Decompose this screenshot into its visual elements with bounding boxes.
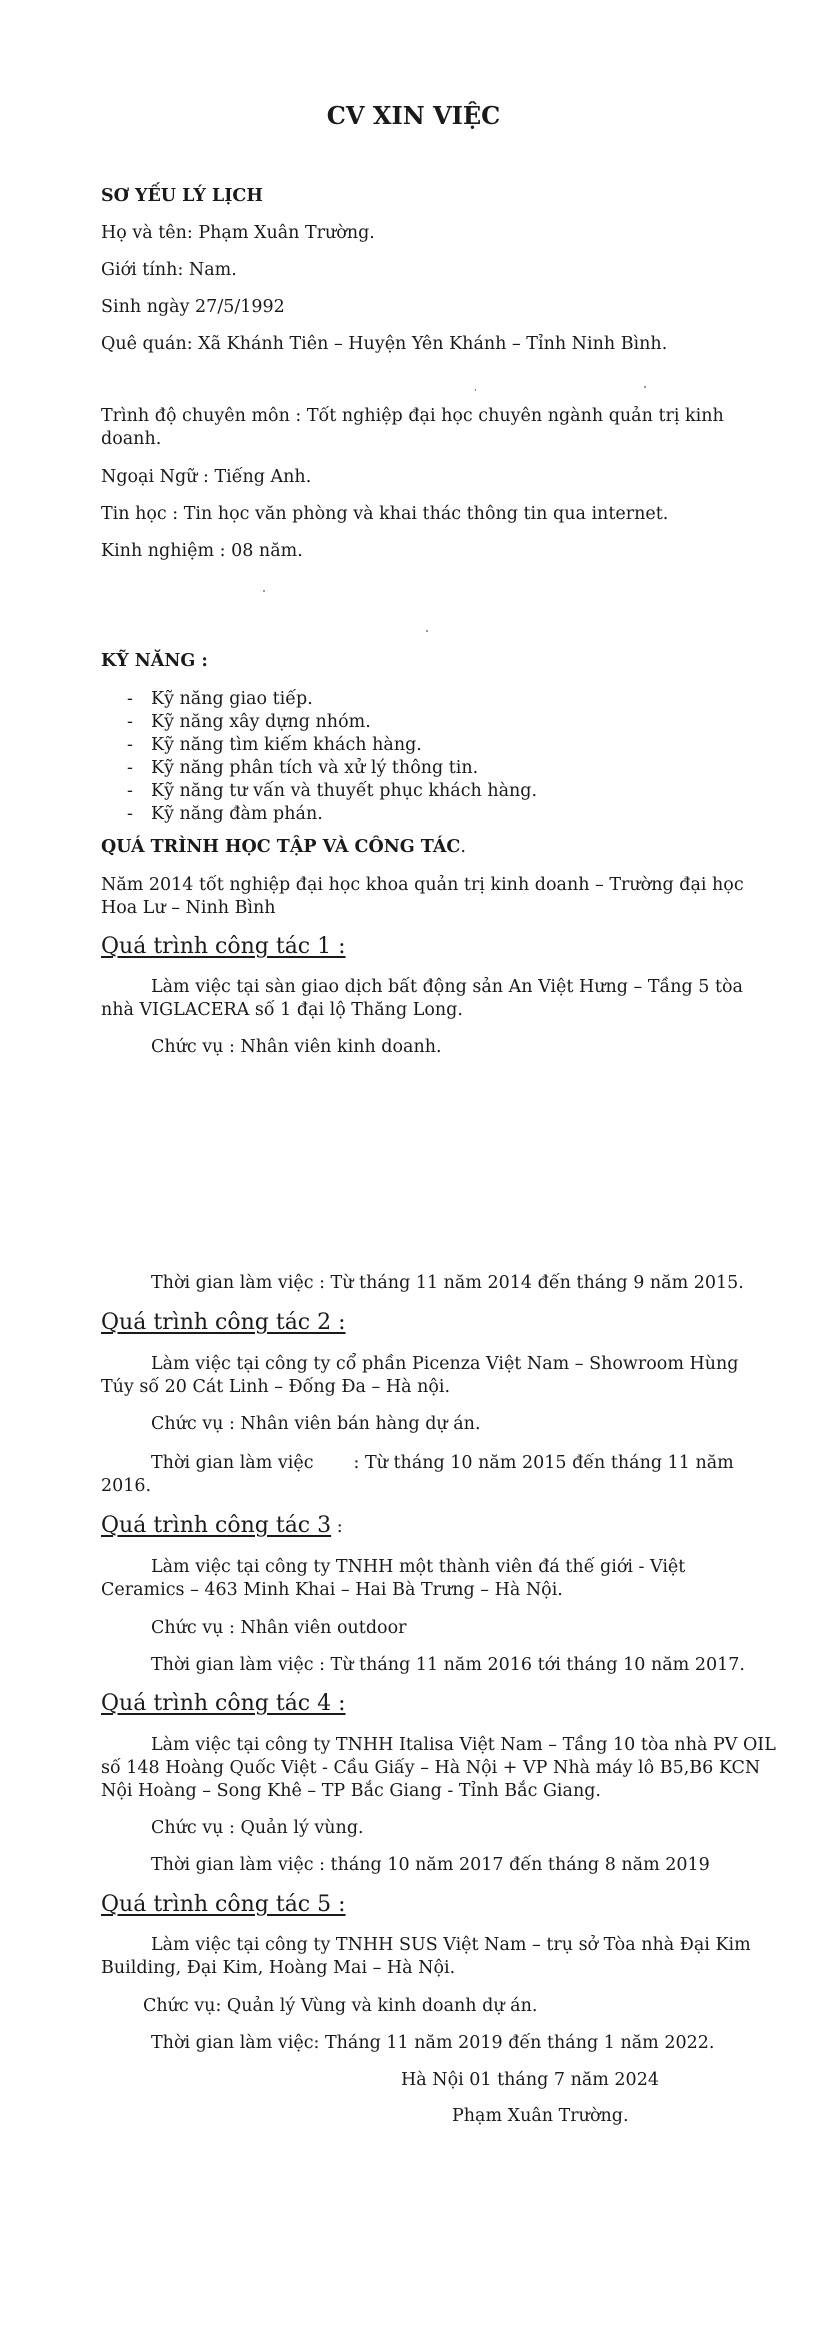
job-4-position: Chức vụ : Quản lý vùng. [151, 1818, 364, 1838]
document-title: CV XIN VIỆC [326, 101, 501, 130]
job-title-5: Quá trình công tác 5 : [101, 1892, 346, 1917]
scan-speck [475, 389, 476, 391]
study-heading: QUÁ TRÌNH HỌC TẬP VÀ CÔNG TÁC [101, 837, 461, 857]
job-2-period-value: : Từ tháng 10 năm 2015 đến tháng 11 năm [353, 1453, 734, 1473]
profile-gender: Giới tính: Nam. [101, 260, 237, 280]
profile-dob: Sinh ngày 27/5/1992 [101, 297, 285, 317]
skill-text: Kỹ năng tìm kiếm khách hàng. [151, 735, 422, 755]
job-title-3-line [101, 1514, 343, 1539]
skill-text: Kỹ năng đàm phán. [151, 804, 323, 824]
job-title-4: Quá trình công tác 4 : [101, 1691, 346, 1716]
job-2-position: Chức vụ : Nhân viên bán hàng dự án. [151, 1414, 481, 1434]
job-title-3: Quá trình công tác 3 [101, 1513, 332, 1538]
job-4-workplace: Làm việc tại công ty TNHH Italisa Việt Nam – Tầng 10 tòa nhà PV OIL [151, 1735, 776, 1755]
bullet-dash: - [127, 735, 133, 755]
job-5-position: Chức vụ: Quản lý Vùng và kinh doanh dự án. [143, 1996, 538, 2016]
job-title-2: Quá trình công tác 2 : [101, 1310, 346, 1335]
study-text-cont: Hoa Lư – Ninh Bình [101, 898, 276, 918]
bullet-dash: - [127, 758, 133, 778]
job-5-workplace: Làm việc tại công ty TNHH SUS Việt Nam – trụ sở Tòa nhà Đại Kim [151, 1935, 751, 1955]
profile-it: Tin học : Tin học văn phòng và khai thác thông tin qua internet. [101, 504, 669, 524]
profile-experience: Kinh nghiệm : 08 năm. [101, 541, 303, 561]
job-3-period: Thời gian làm việc : Từ tháng 11 năm 2016 tới tháng 10 năm 2017. [151, 1655, 745, 1675]
signature-date: Hà Nội 01 tháng 7 năm 2024 [401, 2070, 659, 2090]
skill-text: Kỹ năng xây dựng nhóm. [151, 712, 371, 732]
job-4-period: Thời gian làm việc : tháng 10 năm 2017 đến tháng 8 năm 2019 [151, 1855, 710, 1875]
job-1-period: Thời gian làm việc : Từ tháng 11 năm 2014 đến tháng 9 năm 2015. [151, 1273, 744, 1293]
job-1-workplace: Làm việc tại sàn giao dịch bất động sản An Việt Hưng – Tầng 5 tòa [151, 977, 743, 997]
profile-name: Họ và tên: Phạm Xuân Trường. [101, 223, 375, 243]
profile-heading: SƠ YẾU LÝ LỊCH [101, 186, 263, 206]
job-1-position: Chức vụ : Nhân viên kinh doanh. [151, 1037, 442, 1057]
bullet-dash: - [127, 781, 133, 801]
job-title-3-suffix: : [336, 1517, 343, 1537]
bullet-dash: - [127, 804, 133, 824]
study-heading-end: . [460, 837, 466, 857]
job-2-workplace: Làm việc tại công ty cổ phần Picenza Việt Nam – Showroom Hùng [151, 1354, 739, 1374]
job-3-workplace: Làm việc tại công ty TNHH một thành viên đá thế giới - Việt [151, 1557, 686, 1577]
job-2-workplace-cont: Túy số 20 Cát Linh – Đống Đa – Hà nội. [101, 1377, 451, 1397]
profile-education: Trình độ chuyên môn : Tốt nghiệp đại học chuyên ngành quản trị kinh [101, 406, 724, 426]
job-2-period [151, 1452, 734, 1475]
bullet-dash: - [127, 689, 133, 709]
profile-hometown: Quê quán: Xã Khánh Tiên – Huyện Yên Khánh – Tỉnh Ninh Bình. [101, 334, 668, 354]
job-5-workplace-cont: Building, Đại Kim, Hoàng Mai – Hà Nội. [101, 1958, 456, 1978]
job-5-period: Thời gian làm việc: Tháng 11 năm 2019 đến tháng 1 năm 2022. [151, 2033, 715, 2053]
skill-text: Kỹ năng giao tiếp. [151, 689, 313, 709]
skills-heading: KỸ NĂNG : [101, 651, 208, 671]
bullet-dash: - [127, 712, 133, 732]
job-1-workplace-cont: nhà VIGLACERA số 1 đại lộ Thăng Long. [101, 1000, 463, 1020]
job-4-workplace-cont: số 148 Hoàng Quốc Việt - Cầu Giấy – Hà Nội + VP Nhà máy lô B5,B6 KCN [101, 1758, 761, 1778]
job-2-period-label: Thời gian làm việc [151, 1453, 314, 1473]
skill-text: Kỹ năng phân tích và xử lý thông tin. [151, 758, 479, 778]
study-heading-line [101, 836, 466, 859]
scan-speck [426, 630, 428, 632]
signature-name: Phạm Xuân Trường. [452, 2106, 629, 2126]
job-title-1: Quá trình công tác 1 : [101, 934, 346, 959]
job-4-workplace-cont2: Nội Hoàng – Song Khê – TP Bắc Giang - Tỉnh Bắc Giang. [101, 1781, 601, 1801]
job-3-workplace-cont: Ceramics – 463 Minh Khai – Hai Bà Trưng – Hà Nội. [101, 1580, 563, 1600]
job-3-position: Chức vụ : Nhân viên outdoor [151, 1618, 407, 1638]
study-text: Năm 2014 tốt nghiệp đại học khoa quản trị kinh doanh – Trường đại học [101, 875, 744, 895]
skill-text: Kỹ năng tư vấn và thuyết phục khách hàng. [151, 781, 538, 801]
profile-education-cont: doanh. [101, 429, 162, 449]
job-2-period-cont: 2016. [101, 1476, 152, 1496]
scan-speck [644, 386, 646, 388]
profile-language: Ngoại Ngữ : Tiếng Anh. [101, 467, 312, 487]
scan-speck [263, 590, 265, 592]
